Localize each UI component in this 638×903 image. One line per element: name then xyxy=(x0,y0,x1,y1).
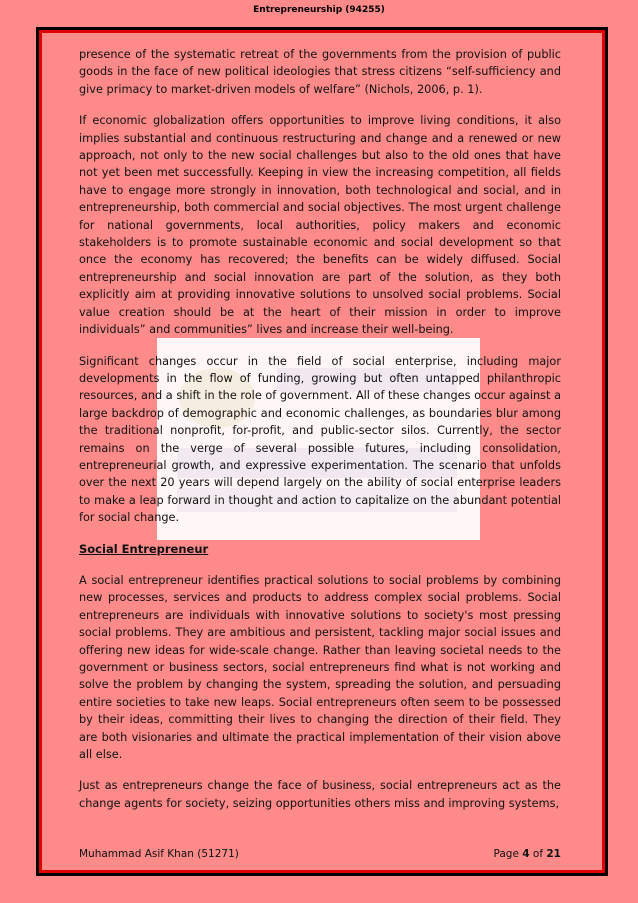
page-header: Entrepreneurship (94255) xyxy=(253,5,385,15)
of-word: of xyxy=(532,848,544,860)
footer-author: Muhammad Asif Khan (51271) xyxy=(79,848,239,860)
paragraph-2: If economic globalization offers opportunities to improve living conditions, it also implies substantial and continuous restructuring and change and a renewed or new approach, not only to the new social challenges but also to the old ones that have not yet been met successfully. Keeping in view the increasing competition, all fields have to engage more strongly in innovation, both technological and social, and in entrepreneurship, both commercial and social objectives. The most urgent challenge for national governments, local authorities, policy makers and economic stakeholders is to promote sustainable economic and social development so that once the economy has recovered; the benefits can be widely diffused. Social entrepreneurship and social innovation are part of the solution, as they both explicitly aim at providing innovative solutions to unsolved social problems. Social value creation should be at the heart of their mission in order to improve individuals” and communities” lives and increase their well-being. xyxy=(79,114,561,337)
page-word: Page xyxy=(493,848,519,860)
page-footer xyxy=(79,848,561,864)
page-current: 4 xyxy=(522,848,530,860)
page-total: 21 xyxy=(546,848,561,860)
main-text xyxy=(79,46,561,826)
paragraph-4: A social entrepreneur identifies practical solutions to social problems by combining new processes, services and products to address complex social problems. Social entrepreneurs are individuals with innovative solutions to society's most pressing social problems. They are ambitious and persistent, tackling major social issues and offering new ideas for wide-scale change. Rather than leaving societal needs to the government or business sectors, social entrepreneurs find what is not working and solve the problem by changing the system, spreading the solution, and persuading entire societies to take new leaps. Social entrepreneurs often seem to be possessed by their ideas, committing their lives to changing the direction of their field. They are both visionaries and ultimate the practical implementation of their vision above all else. xyxy=(79,573,561,762)
section-heading: Social Entrepreneur xyxy=(79,541,209,556)
paragraph-3: Significant changes occur in the field of social enterprise, including major developments in the flow of funding, growing but often untapped philanthropic resources, and a shift in the role of government. All of these changes occur against a large backdrop of demographic and economic challenges, as boundaries blur among the traditional nonprofit, for-profit, and public-sector silos. Currently, the sector remains on the verge of several possible futures, including consolidation, entrepreneurial growth, and expressive experimentation. The scenario that unfolds over the next 20 years will depend largely on the ability of social enterprise leaders to make a leap forward in thought and action to capitalize on the abundant potential for social change. xyxy=(79,354,561,525)
paragraph-1: presence of the systematic retreat of the governments from the provision of public goods in the face of new political ideologies that stress citizens “self-sufficiency and give primacy to market-driven models of welfare” (Nichols, 2006, p. 1). xyxy=(79,48,561,96)
paragraph-5: Just as entrepreneurs change the face of business, social entrepreneurs act as the change agents for society, seizing opportunities others miss and improving systems, xyxy=(79,779,561,810)
footer-page-number xyxy=(493,848,561,860)
